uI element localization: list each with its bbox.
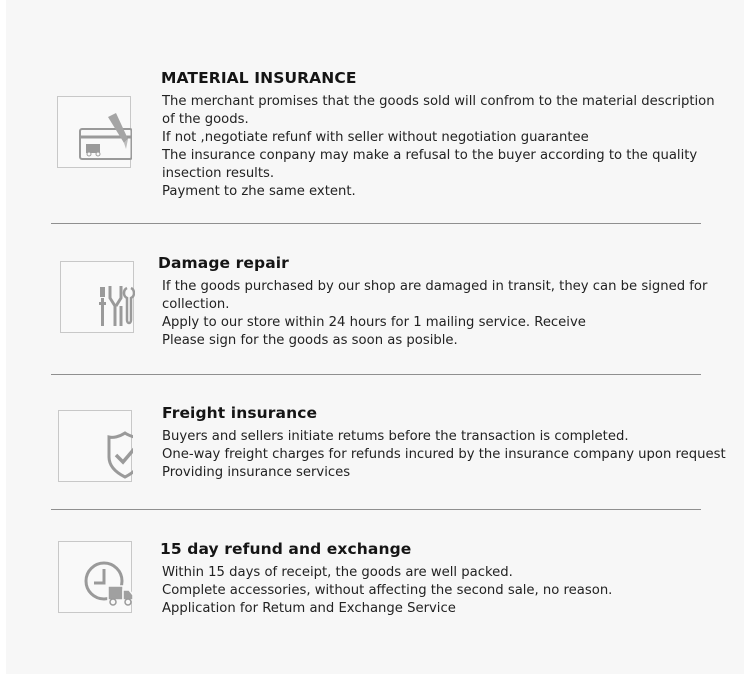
body-line: Within 15 days of receipt, the goods are well packed. xyxy=(162,565,513,580)
shield-check-icon xyxy=(58,410,132,482)
body-line: of the goods. xyxy=(162,112,249,127)
section-title: 15 day refund and exchange xyxy=(160,540,412,558)
body-line: If the goods purchased by our shop are damaged in transit, they can be signed for xyxy=(162,279,708,294)
body-line: If not ,negotiate refunf with seller without negotiation guarantee xyxy=(162,130,589,145)
divider xyxy=(51,509,701,510)
section-title: Damage repair xyxy=(158,254,289,272)
card-and-pen-icon xyxy=(57,96,131,168)
body-line: Please sign for the goods as soon as posible. xyxy=(162,333,458,348)
section-body xyxy=(162,278,707,350)
repair-tools-icon xyxy=(60,261,134,333)
body-line: Buyers and sellers initiate retums before the transaction is completed. xyxy=(162,429,629,444)
body-line: Complete accessories, without affecting the second sale, no reason. xyxy=(162,583,613,598)
body-line: collection. xyxy=(162,297,230,312)
body-line: insection results. xyxy=(162,166,275,181)
body-line: The insurance conpany may make a refusal to the buyer according to the quality xyxy=(162,148,698,163)
body-line: The merchant promises that the goods sold will confrom to the material description xyxy=(162,94,715,109)
divider xyxy=(51,223,701,224)
section-body xyxy=(162,564,612,618)
section-body xyxy=(162,428,726,482)
body-line: Providing insurance services xyxy=(162,465,351,480)
divider xyxy=(51,374,701,375)
clock-truck-icon xyxy=(58,541,132,613)
body-line: Application for Retum and Exchange Service xyxy=(162,601,456,616)
section-title: Freight insurance xyxy=(162,404,318,422)
body-line: Payment to zhe same extent. xyxy=(162,184,356,199)
body-line: One-way freight charges for refunds incured by the insurance company upon request xyxy=(162,447,726,462)
section-body xyxy=(162,93,715,201)
section-title: MATERIAL INSURANCE xyxy=(161,69,357,87)
body-line: Apply to our store within 24 hours for 1 mailing service. Receive xyxy=(162,315,586,330)
